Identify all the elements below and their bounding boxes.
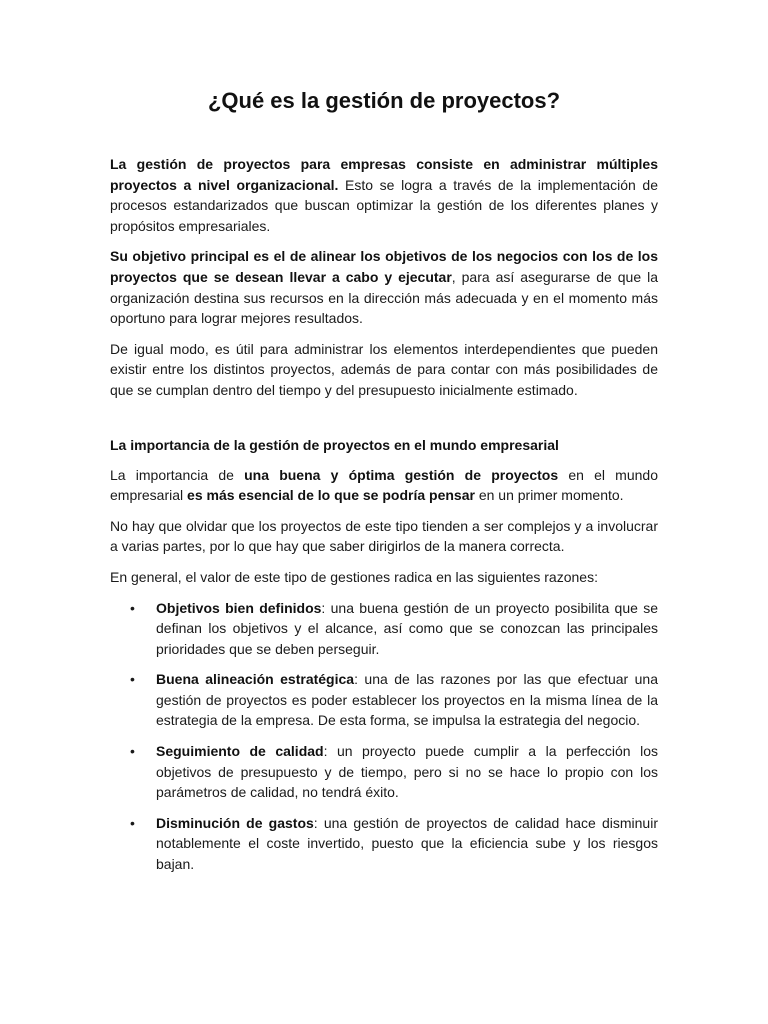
paragraph-reasons-intro: En general, el valor de este tipo de gestiones radica en las siguientes razones: xyxy=(110,568,598,585)
importance-bold-2: es más esencial de lo que se podría pensar xyxy=(187,487,475,504)
page-title: ¿Qué es la gestión de proyectos? xyxy=(207,88,561,113)
paragraph-interdependent: De igual modo, es útil para administrar los elementos interdependientes que pueden existir entre los distintos proyectos, además de para contar con más posibilidades de que se cumplan dentro del tiempo y del presupuesto inicialmente estimado. xyxy=(110,340,658,398)
objective-text: , para así asegurarse de que la organización destina sus recursos en la dirección más adecuada y en el momento más oportuno para lograr mejores resultados. xyxy=(110,268,658,327)
list-item-term: Objetivos bien definidos xyxy=(156,599,322,616)
paragraph-objective xyxy=(110,246,658,328)
list-item-term: Buena alineación estratégica xyxy=(156,671,355,688)
list-item-text: : un proyecto puede cumplir a la perfección los objetivos de presupuesto y de tiempo, pero si no se hace lo propio con los parámetros de calidad, no tendrá éxito. xyxy=(156,743,658,801)
bullet-icon: • xyxy=(130,599,135,616)
paragraph-complexity: No hay que olvidar que los proyectos de este tipo tienden a ser complejos y a involucrar a varias partes, por lo que hay que saber dirigirlos de la manera correcta. xyxy=(110,517,658,555)
reasons-list xyxy=(110,598,658,875)
importance-text-a: La importancia de xyxy=(110,466,245,483)
paragraph-definition xyxy=(110,154,658,236)
list-item xyxy=(110,813,658,875)
list-item xyxy=(110,598,658,660)
list-item-text: : una gestión de proyectos de calidad hace disminuir notablemente el coste invertido, puesto que la eficiencia sube y los riesgos bajan. xyxy=(156,814,658,873)
bullet-icon: • xyxy=(130,814,135,831)
bullet-icon: • xyxy=(130,671,135,688)
list-item xyxy=(110,741,658,803)
bullet-icon: • xyxy=(130,743,135,760)
importance-text-d: en un primer momento. xyxy=(474,487,624,504)
objective-bold: Su objetivo principal es el de alinear los objetivos de los negocios con los de los proyectos que se desean llevar a cabo y ejecutar xyxy=(110,248,658,285)
paragraph-importance xyxy=(110,465,658,506)
importance-text-c: en el mundo empresarial xyxy=(110,466,658,504)
list-item-term: Disminución de gastos xyxy=(156,814,314,831)
section-heading: La importancia de la gestión de proyectos en el mundo empresarial xyxy=(110,436,559,453)
list-item-text: : una buena gestión de un proyecto posibilita que se definan los objetivos y el alcance, así como que se conozcan las principales prioridades que se deben perseguir. xyxy=(156,599,658,657)
list-item xyxy=(110,669,658,731)
importance-bold-1: una buena y óptima gestión de proyectos xyxy=(244,466,559,483)
definition-bold: La gestión de proyectos para empresas consiste en administrar múltiples proyectos a nivel organizacional. xyxy=(110,156,658,193)
definition-text: Esto se logra a través de la implementación de procesos estandarizados que buscan optimizar la gestión de los diferentes planes y propósitos empresariales. xyxy=(110,176,658,234)
list-item-term: Seguimiento de calidad xyxy=(156,743,324,760)
list-item-text: : una de las razones por las que efectuar una gestión de proyectos es poder establecer los proyectos en la misma línea de la estrategia de la empresa. De esta forma, se impulsa la estrategia del negocio. xyxy=(156,671,659,729)
